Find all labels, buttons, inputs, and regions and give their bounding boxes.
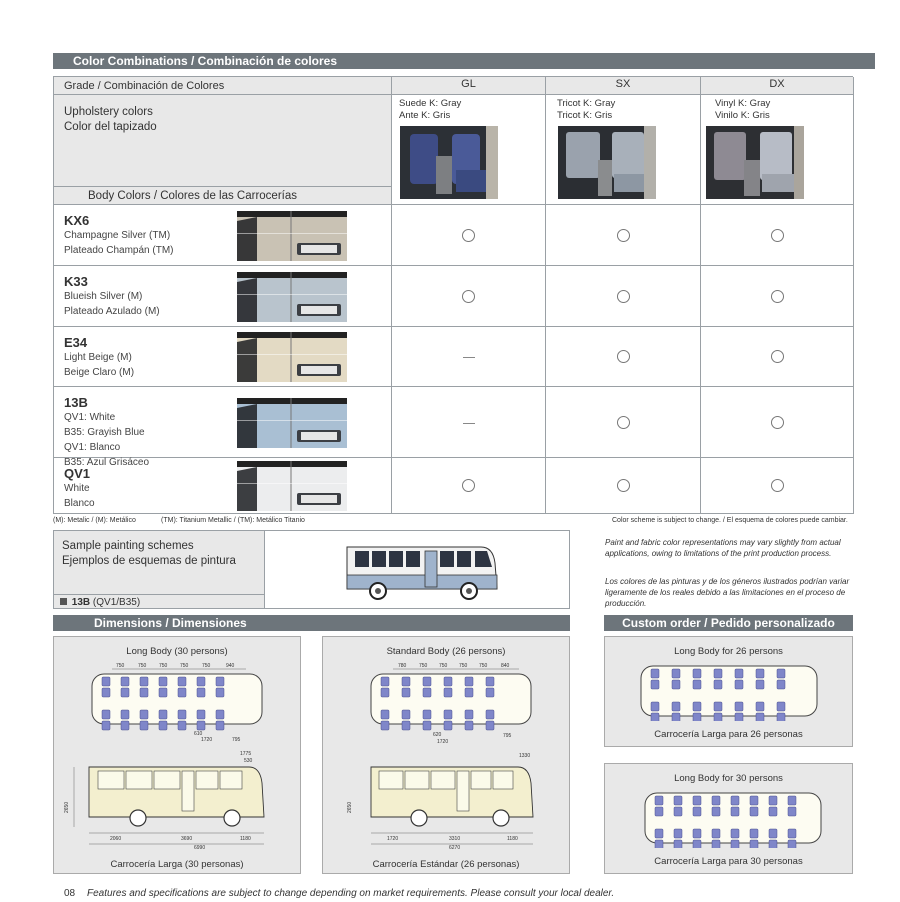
- grade-sx-header: [546, 77, 701, 95]
- seat: [674, 796, 682, 805]
- seat: [655, 807, 663, 816]
- seat: [712, 807, 720, 816]
- seat: [465, 677, 473, 686]
- long-top-label: Long Body (30 persons): [126, 646, 228, 657]
- dim-b3: 1180: [507, 836, 518, 842]
- body-color-swatch: [237, 398, 347, 448]
- seat: [381, 677, 389, 686]
- dim-b3: 1180: [240, 836, 251, 842]
- seat: [159, 721, 167, 730]
- long-side-view: [64, 751, 264, 851]
- seat: [769, 840, 777, 848]
- bus-side-illustration: [341, 537, 501, 605]
- seat: [750, 829, 758, 838]
- seat: [423, 677, 431, 686]
- dim-pitch: 750: [202, 663, 211, 669]
- color-code: 13B: [64, 395, 88, 410]
- available-circle-icon: [617, 229, 630, 242]
- available-circle-icon: [771, 290, 784, 303]
- dim-top1: 1330: [519, 753, 531, 759]
- color-code: E34: [64, 335, 88, 350]
- upholstery-dx: [701, 95, 854, 205]
- dim-pitch: 840: [501, 663, 510, 669]
- seat: [674, 840, 682, 848]
- color-name-line: QV1: Blanco: [64, 442, 121, 453]
- page-number: 08: [64, 888, 76, 899]
- dim-d3: 795: [503, 733, 512, 739]
- dim-b2: 3310: [449, 836, 461, 842]
- upholstery-name: Vinyl K: Gray: [715, 98, 771, 109]
- custom-order-header: [604, 615, 853, 631]
- dim-top1: 1775: [240, 751, 252, 757]
- seat: [381, 688, 389, 697]
- footnote-titanium: (TM): Titanium Metallic / (TM): Metálico Titanio: [161, 517, 305, 524]
- dim-pitch: 750: [419, 663, 428, 669]
- section-title: Color Combinations / Combinación de colores: [73, 54, 338, 68]
- dim-h-total: 2650: [64, 801, 70, 813]
- upholstery-name: Ante K: Gris: [399, 110, 451, 121]
- seat: [178, 710, 186, 719]
- availability-cell: [546, 387, 701, 458]
- seat: [197, 721, 205, 730]
- seat: [402, 721, 410, 730]
- dim-d2: 1720: [437, 739, 449, 745]
- seat: [714, 702, 722, 711]
- seat: [750, 807, 758, 816]
- color-row-label: [54, 327, 392, 387]
- available-circle-icon: [771, 479, 784, 492]
- seat: [651, 669, 659, 678]
- upholstery-name: Tricot K: Gris: [557, 110, 613, 121]
- seat: [159, 677, 167, 686]
- body-color-swatch: [237, 211, 347, 261]
- color-name-line: Blanco: [64, 498, 95, 509]
- seat: [486, 688, 494, 697]
- seat: [159, 688, 167, 697]
- color-name-line: B35: Grayish Blue: [64, 427, 145, 438]
- disclaimer-en: Paint and fabric color representations may vary slightly from actual applications, owing to limitations of the print production process.: [605, 538, 841, 558]
- color-name-line: Beige Claro (M): [64, 367, 135, 378]
- seat: [381, 710, 389, 719]
- seat: [486, 721, 494, 730]
- dim-pitch: 750: [479, 663, 488, 669]
- seat: [655, 796, 663, 805]
- dimensions-header: [53, 615, 570, 631]
- seat-photo-sx: [558, 126, 656, 199]
- dim-pitch: 750: [180, 663, 189, 669]
- upholstery-name: Suede K: Gray: [399, 98, 462, 109]
- seat: [672, 702, 680, 711]
- availability-cell: [701, 458, 854, 514]
- seat: [102, 721, 110, 730]
- c30-top-label: Long Body for 30 persons: [674, 773, 783, 784]
- seat: [178, 688, 186, 697]
- std-plan-view: [371, 663, 531, 745]
- seat: [381, 721, 389, 730]
- std-bottom-label: Carrocería Estándar (26 personas): [372, 859, 520, 870]
- color-name-line: B35: Azul Grisáceo: [64, 457, 150, 468]
- grade-name: DX: [769, 78, 785, 90]
- seat: [486, 710, 494, 719]
- seat: [465, 710, 473, 719]
- availability-cell: [701, 205, 854, 266]
- dim-d1: 620: [433, 732, 442, 738]
- standard-body-panel: [322, 636, 570, 874]
- disclaimer-es: Los colores de las pinturas y de los géneros ilustrados podrían variar ligeramente de los reales debido a las limitaciones en el proceso de producción.: [605, 577, 850, 608]
- seat: [714, 680, 722, 689]
- seat: [444, 721, 452, 730]
- seat: [712, 796, 720, 805]
- dim-total: 6270: [449, 845, 461, 851]
- seat: [197, 677, 205, 686]
- custom-title: Custom order / Pedido personalizado: [622, 616, 835, 630]
- dim-b1: 2060: [110, 836, 122, 842]
- seat: [769, 807, 777, 816]
- availability-cell: [546, 458, 701, 514]
- availability-cell: [392, 387, 546, 458]
- available-circle-icon: [462, 479, 475, 492]
- footnote-metallic: (M): Metalic / (M): Metálico: [53, 517, 136, 524]
- upholstery-sx: [546, 95, 701, 205]
- grade-gl-header: [392, 77, 546, 95]
- dim-pitch: 750: [138, 663, 147, 669]
- availability-cell: [392, 205, 546, 266]
- seat: [423, 721, 431, 730]
- seat: [402, 688, 410, 697]
- availability-cell: [546, 205, 701, 266]
- seat: [655, 829, 663, 838]
- upholstery-label-es: Color del tapizado: [64, 121, 157, 133]
- seat: [159, 710, 167, 719]
- seat: [777, 680, 785, 689]
- sample-code-detail: (QV1/B35): [92, 597, 141, 608]
- seat: [102, 710, 110, 719]
- available-circle-icon: [462, 290, 475, 303]
- upholstery-name: Vinilo K: Gris: [715, 110, 770, 121]
- sample-schemes-box: [53, 530, 570, 609]
- availability-cell: [392, 327, 546, 387]
- seat: [693, 669, 701, 678]
- seat: [714, 669, 722, 678]
- seat: [102, 677, 110, 686]
- dim-pitch: 940: [226, 663, 235, 669]
- available-circle-icon: [771, 416, 784, 429]
- dimensions-title: Dimensions / Dimensiones: [94, 616, 247, 630]
- grade-name: GL: [461, 78, 476, 90]
- body-color-swatch: [237, 272, 347, 322]
- color-name-line: QV1: White: [64, 412, 116, 423]
- availability-cell: [546, 266, 701, 327]
- color-name-line: Blueish Silver (M): [64, 291, 143, 302]
- color-code: K33: [64, 274, 88, 289]
- seat: [216, 677, 224, 686]
- seat: [788, 807, 796, 816]
- body-color-swatch: [237, 461, 347, 511]
- seat: [651, 702, 659, 711]
- seat: [672, 680, 680, 689]
- seat: [465, 721, 473, 730]
- availability-cell: [701, 387, 854, 458]
- sample-label-cell: [54, 531, 265, 608]
- seat: [121, 688, 129, 697]
- std-top-label: Standard Body (26 persons): [386, 646, 506, 657]
- seat: [402, 677, 410, 686]
- seat: [693, 807, 701, 816]
- available-circle-icon: [462, 229, 475, 242]
- seat: [769, 829, 777, 838]
- seat: [788, 829, 796, 838]
- seat: [735, 702, 743, 711]
- available-circle-icon: [617, 290, 630, 303]
- c30-bottom-label: Carrocería Larga para 30 personas: [654, 856, 803, 867]
- footer-text: Features and specifications are subject to change depending on market requirements. Please consult your local dealer.: [87, 888, 615, 899]
- sample-code-row: [54, 594, 264, 610]
- long-plan-view: [92, 663, 262, 743]
- upholstery-label-cell: [54, 95, 392, 205]
- seat: [712, 840, 720, 848]
- seat: [140, 721, 148, 730]
- dim-d3: 795: [232, 737, 241, 743]
- color-name-line: White: [64, 483, 90, 494]
- seat: [140, 677, 148, 686]
- grade-dx-header: [701, 77, 854, 95]
- availability-cell: [392, 458, 546, 514]
- seat: [693, 796, 701, 805]
- seat: [655, 840, 663, 848]
- seat: [197, 688, 205, 697]
- dim-h-total: 2650: [347, 801, 353, 813]
- long-body-panel: [53, 636, 301, 874]
- seat: [750, 840, 758, 848]
- seat: [674, 807, 682, 816]
- seat: [465, 688, 473, 697]
- color-name-line: Plateado Azulado (M): [64, 306, 160, 317]
- body-color-swatch: [237, 332, 347, 382]
- upholstery-name: Tricot K: Gray: [557, 98, 616, 109]
- seat: [731, 829, 739, 838]
- color-code: KX6: [64, 213, 90, 228]
- available-circle-icon: [617, 416, 630, 429]
- seat: [216, 688, 224, 697]
- seat: [693, 840, 701, 848]
- dim-pitch: 750: [116, 663, 125, 669]
- standard-body-drawing: [323, 657, 571, 857]
- available-circle-icon: [771, 229, 784, 242]
- seat-photo-dx: [706, 126, 804, 199]
- seat: [693, 829, 701, 838]
- seat: [178, 721, 186, 730]
- seat: [731, 796, 739, 805]
- seat: [674, 829, 682, 838]
- seat: [756, 680, 764, 689]
- dim-b1: 1720: [387, 836, 399, 842]
- seat: [756, 702, 764, 711]
- grade-label: Grade / Combinación de Colores: [64, 80, 225, 92]
- long-body-drawing: [54, 657, 302, 857]
- seat: [444, 688, 452, 697]
- seat: [216, 721, 224, 730]
- seat: [486, 677, 494, 686]
- seat: [777, 702, 785, 711]
- seat: [777, 713, 785, 721]
- color-name-line: Champagne Silver (TM): [64, 230, 171, 241]
- c26-top-label: Long Body for 26 persons: [674, 646, 783, 657]
- grade-name: SX: [615, 78, 631, 90]
- seat: [777, 669, 785, 678]
- availability-cell: [392, 266, 546, 327]
- color-code: QV1: [64, 466, 91, 481]
- sample-title-en: Sample painting schemes: [62, 540, 194, 552]
- seat: [651, 713, 659, 721]
- dim-total: 6990: [194, 845, 206, 851]
- color-row-label: [54, 458, 392, 514]
- color-combinations-header: [53, 53, 875, 69]
- grade-label-cell: [54, 77, 392, 95]
- color-row-label: [54, 266, 392, 327]
- sample-title-es: Ejemplos de esquemas de pintura: [62, 555, 236, 567]
- seat: [756, 669, 764, 678]
- seat: [423, 710, 431, 719]
- dim-pitch: 750: [459, 663, 468, 669]
- seat: [731, 840, 739, 848]
- seat: [672, 669, 680, 678]
- square-icon: [60, 598, 67, 605]
- upholstery-label-en: Upholstery colors: [64, 106, 153, 118]
- seat: [402, 710, 410, 719]
- dim-pitch: 750: [159, 663, 168, 669]
- seat: [444, 710, 452, 719]
- sample-code: 13B: [71, 597, 91, 608]
- dim-d1: 610: [194, 731, 203, 737]
- available-circle-icon: [771, 350, 784, 363]
- color-table: [53, 76, 853, 514]
- dim-b2: 3690: [181, 836, 193, 842]
- availability-cell: [701, 266, 854, 327]
- dim-pitch: 750: [439, 663, 448, 669]
- seat: [423, 688, 431, 697]
- seat: [693, 713, 701, 721]
- seat: [672, 713, 680, 721]
- seat: [693, 702, 701, 711]
- seat: [178, 677, 186, 686]
- seat-photo-gl: [400, 126, 498, 199]
- seat: [121, 710, 129, 719]
- std-side-view: [347, 753, 533, 851]
- custom-26-panel: [604, 636, 853, 747]
- seat: [712, 829, 720, 838]
- available-circle-icon: [617, 350, 630, 363]
- upholstery-gl: [392, 95, 546, 205]
- availability-cell: [546, 327, 701, 387]
- dim-top2: 530: [244, 758, 253, 764]
- seat: [651, 680, 659, 689]
- custom-26-drawing: [605, 661, 854, 721]
- seat: [121, 721, 129, 730]
- seat: [216, 710, 224, 719]
- seat: [735, 713, 743, 721]
- color-row-label: [54, 387, 392, 468]
- seat: [788, 840, 796, 848]
- seat: [693, 680, 701, 689]
- custom-30-panel: [604, 763, 853, 874]
- seat: [735, 669, 743, 678]
- seat: [735, 680, 743, 689]
- custom-30-drawing: [605, 788, 854, 848]
- c26-bottom-label: Carrocería Larga para 26 personas: [654, 729, 803, 740]
- seat: [444, 677, 452, 686]
- seat: [102, 688, 110, 697]
- available-circle-icon: [617, 479, 630, 492]
- seat: [714, 713, 722, 721]
- footnote-color-change: Color scheme is subject to change. / El esquema de colores puede cambiar.: [612, 517, 848, 524]
- seat: [121, 677, 129, 686]
- availability-cell: [701, 327, 854, 387]
- seat: [731, 807, 739, 816]
- body-colors-label: Body Colors / Colores de las Carrocerías: [54, 186, 391, 202]
- dim-pitch: 780: [398, 663, 407, 669]
- seat: [197, 710, 205, 719]
- seat: [756, 713, 764, 721]
- color-name-line: Light Beige (M): [64, 352, 132, 363]
- seat: [769, 796, 777, 805]
- seat: [140, 688, 148, 697]
- not-available-dash-icon: [463, 357, 475, 358]
- dim-d2: 1720: [201, 737, 213, 743]
- seat: [750, 796, 758, 805]
- color-row-label: [54, 205, 392, 266]
- seat: [788, 796, 796, 805]
- color-name-line: Plateado Champán (TM): [64, 245, 174, 256]
- long-bottom-label: Carrocería Larga (30 personas): [110, 859, 244, 870]
- not-available-dash-icon: [463, 423, 475, 424]
- seat: [140, 710, 148, 719]
